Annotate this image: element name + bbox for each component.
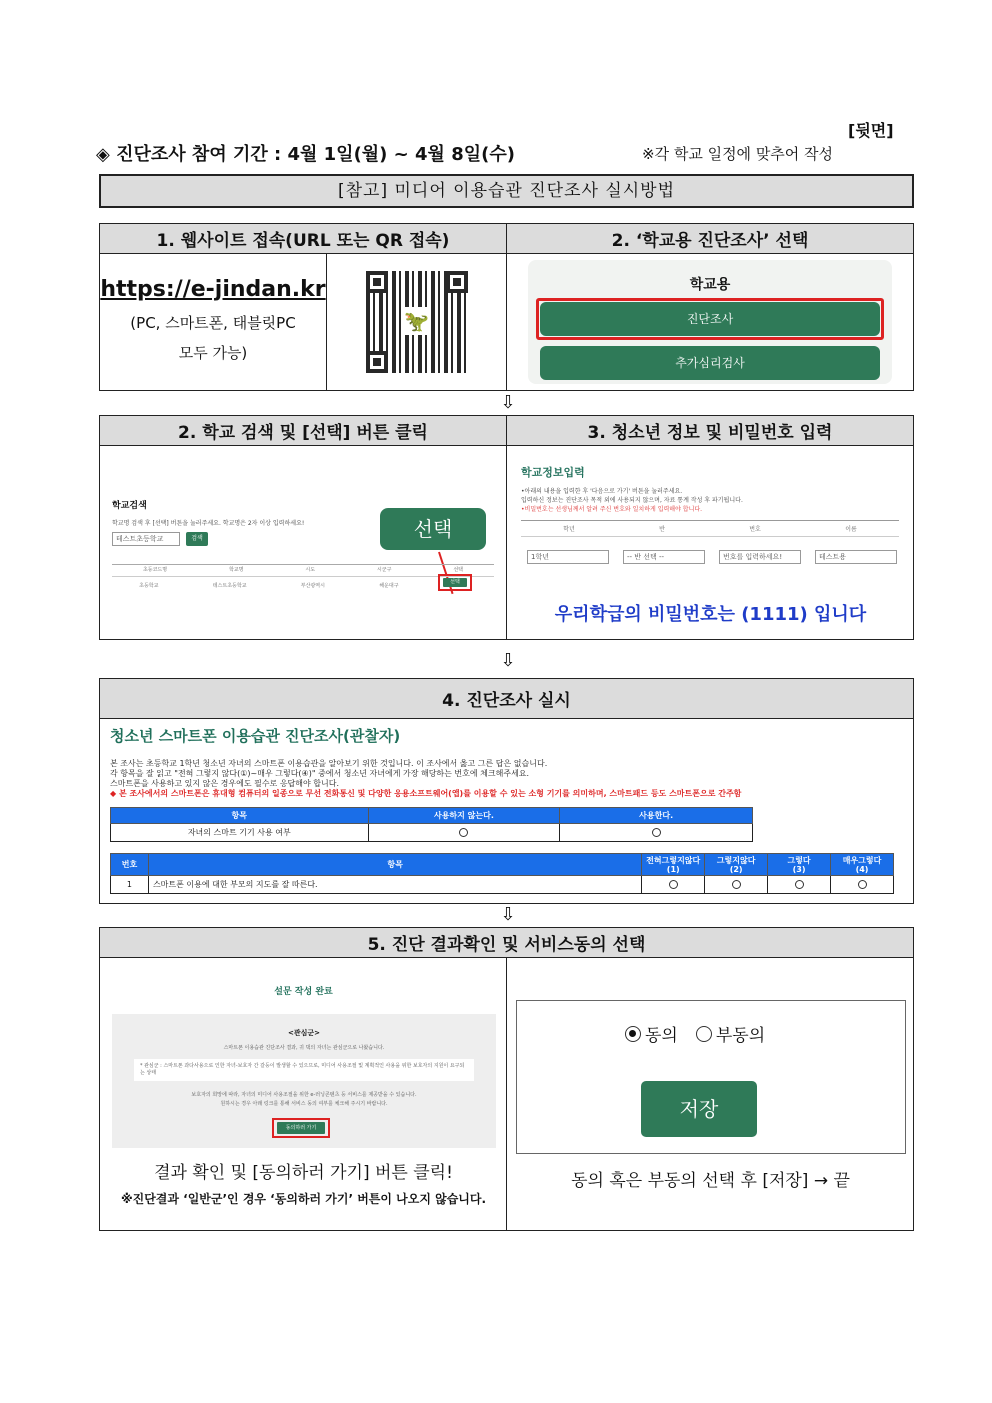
mock-search-button[interactable]: 검색 bbox=[186, 532, 208, 546]
mock-complete-title: 설문 작성 완료 bbox=[274, 987, 333, 998]
mock-result-line2: * 관심군 : 스마트폰 과다사용으로 인한 자녀-보호자 간 갈등이 발생할 수 있으므로, 미디어 사용조절 및 계획적인 사용을 위한 보호자의 지원이 요구되는 상태 bbox=[134, 1059, 474, 1081]
qr-cell bbox=[327, 254, 507, 391]
device-usage-item: 자녀의 스마트 기기 사용 여부 bbox=[111, 824, 369, 842]
radio-icon[interactable] bbox=[795, 880, 804, 889]
step1-header: 1. 웹사이트 접속(URL 또는 QR 접속) bbox=[100, 224, 507, 254]
panel-title: 학교용 bbox=[689, 277, 731, 294]
mock-info-line1: •아래의 내용을 입력한 후 '다음으로 가기' 버튼을 눌러주세요. bbox=[521, 488, 683, 496]
url-cell bbox=[100, 254, 327, 391]
mock-info-title: 학교정보입력 bbox=[521, 466, 585, 480]
consent-caption: 동의 혹은 부동의 선택 후 [저장] → 끝 bbox=[571, 1171, 850, 1192]
step-1-2-table bbox=[99, 223, 914, 391]
result-footnote: ※진단결과 ‘일반군’인 경우 ‘동의하러 가기’ 버튼이 나오지 않습니다. bbox=[120, 1192, 487, 1207]
step-5-table bbox=[99, 927, 914, 1231]
website-url[interactable]: https://e-jindan.kr bbox=[100, 276, 326, 302]
mock-table-row: 초등학교 테스트초등학교 부산광역시 해운대구 bbox=[139, 583, 399, 590]
radio-selected-icon[interactable] bbox=[625, 1026, 641, 1042]
survey-cell bbox=[100, 719, 914, 904]
student-info-cell bbox=[507, 446, 914, 640]
school-type-panel bbox=[528, 260, 892, 384]
mock-info-line3: •비밀번호는 선생님께서 알려 주신 번호와 일치하게 입력해야 합니다. bbox=[521, 506, 703, 514]
result-caption: 결과 확인 및 [동의하러 가기] 버튼 클릭! bbox=[154, 1163, 453, 1184]
down-arrow-icon: ⇩ bbox=[500, 392, 516, 413]
radio-icon[interactable] bbox=[669, 880, 678, 889]
step-2b-3-table bbox=[99, 415, 914, 640]
save-button[interactable]: 저장 bbox=[641, 1081, 757, 1137]
survey-intro: 본 조사는 초등학교 1학년 청소년 자녀의 스마트폰 이용습관을 알아보기 위한 것입니다. 이 조사에서 옳고 그른 답은 없습니다. 각 항목을 잘 읽고 "전혀 그렇지 않다(①)~매우 그렇다(④)" 중에서 청소년 자녀에게 가장 해당하는 번호에 체크해주세요. 스마트폰을 사용하고 있지 않은 경우에도 필수로 응답해야 합니다. ◆ 본 조사에서의 스마트폰은 휴대형 컴퓨터의 일종으로 무선 전화통신 및 다양한 응용소프트웨어(앱)를 이용할 수 있는 소형 기기를 의미하며, 스마트패드 등도 스마트폰으로 간주함 bbox=[110, 759, 742, 799]
qr-finder-icon bbox=[366, 351, 388, 373]
select-callout-button[interactable]: 선택 bbox=[380, 508, 486, 550]
step2a-header: 2. ‘학교용 진단조사’ 선택 bbox=[507, 224, 914, 254]
survey-period: ◈ 진단조사 참여 기간 : 4월 1일(월) ~ 4월 8일(수) bbox=[96, 144, 515, 165]
mock-table-divider bbox=[112, 576, 494, 577]
name-input[interactable]: 테스트용 bbox=[815, 550, 897, 564]
result-cell bbox=[100, 958, 507, 1231]
mock-result-line1: 스마트폰 이용습관 진단조사 결과, 귀 댁의 자녀는 관심군으로 나왔습니다. bbox=[223, 1045, 385, 1052]
mock-result-panel bbox=[112, 1014, 496, 1148]
step4-header: 4. 진단조사 실시 bbox=[100, 679, 914, 719]
password-note: 우리학급의 비밀번호는 (1111) 입니다 bbox=[554, 604, 867, 626]
mock-search-title: 학교검색 bbox=[112, 501, 147, 512]
school-search-cell bbox=[100, 446, 507, 640]
radio-icon[interactable] bbox=[732, 880, 741, 889]
page-side-label: [뒷면] bbox=[848, 121, 894, 140]
down-arrow-icon: ⇩ bbox=[500, 904, 516, 925]
mock-info-line2: 입력하신 정보는 진단조사 목적 외에 사용되지 않으며, 자료 통계 작성 후 파기됩니다. bbox=[521, 497, 743, 505]
consent-cell bbox=[507, 958, 914, 1231]
reference-banner: [참고] 미디어 이용습관 진단조사 실시방법 bbox=[99, 174, 914, 208]
mock-result-line4: 원하시는 경우 아래 링크를 통해 서비스 동의 여부를 체크해 주시기 바랍니다. bbox=[220, 1101, 388, 1108]
step-4-table bbox=[99, 678, 914, 904]
down-arrow-icon: ⇩ bbox=[500, 650, 516, 671]
radio-icon[interactable] bbox=[858, 880, 867, 889]
dinosaur-icon: 🦖 bbox=[404, 309, 429, 334]
mock-select-button[interactable]: 선택 bbox=[443, 578, 467, 587]
radio-icon[interactable] bbox=[696, 1026, 712, 1042]
device-note-line1: (PC, 스마트폰, 태블릿PC bbox=[130, 313, 296, 332]
mock-search-desc: 학교명 검색 후 [선택] 버튼을 눌러주세요. 학교명은 2자 이상 입력하세요! bbox=[112, 520, 305, 528]
consent-panel bbox=[516, 1000, 906, 1154]
agree-option[interactable] bbox=[625, 1021, 765, 1046]
grade-select[interactable]: 1학년 bbox=[527, 550, 609, 564]
step2b-header: 2. 학교 검색 및 [선택] 버튼 클릭 bbox=[100, 416, 507, 446]
agree-label: 동의 bbox=[645, 1026, 678, 1047]
number-input[interactable]: 번호를 입력하세요! bbox=[719, 550, 801, 564]
qr-finder-icon bbox=[366, 271, 388, 293]
device-note-line2: 모두 가능) bbox=[178, 343, 248, 362]
class-select[interactable]: -- 반 선택 -- bbox=[623, 550, 705, 564]
extra-test-button[interactable]: 추가심리검사 bbox=[540, 346, 880, 380]
period-note: ※각 학교 일정에 맞추어 작성 bbox=[642, 145, 834, 163]
survey-title: 청소년 스마트폰 이용습관 진단조사(관찰자) bbox=[110, 727, 401, 746]
step3-header: 3. 청소년 정보 및 비밀번호 입력 bbox=[507, 416, 914, 446]
question-text: 스마트폰 이용에 대한 부모의 지도를 잘 따른다. bbox=[148, 876, 641, 894]
disagree-label: 부동의 bbox=[715, 1026, 766, 1047]
survey-button[interactable]: 진단조사 bbox=[540, 302, 880, 336]
question-table: 번호 항목 전혀그렇지않다 (1) 그렇지않다 (2) 그렇다 (3) 매우그렇다 (4) 1 스마트폰 이용에 대한 부모의 지도를 잘 따른다. bbox=[110, 853, 894, 894]
mock-table-divider bbox=[112, 564, 494, 565]
qr-code-icon[interactable] bbox=[366, 271, 468, 373]
radio-icon[interactable] bbox=[652, 828, 661, 837]
mock-table-header: 초등코드명 학교명 시도 시군구 선택 bbox=[142, 567, 463, 574]
school-select-cell bbox=[507, 254, 914, 391]
mock-school-input[interactable]: 테스트초등학교 bbox=[112, 532, 180, 546]
device-usage-table: 항목 사용하지 않는다. 사용한다. 자녀의 스마트 기기 사용 여부 bbox=[110, 807, 753, 842]
mock-result-line3: 보호자의 희망에 따라, 자녀의 미디어 사용조절을 위한 e-러닝콘텐츠 등 서비스를 제공받을 수 있습니다. bbox=[191, 1092, 417, 1099]
mock-group-label: <관심군> bbox=[287, 1029, 321, 1038]
mock-info-header: 학년 반 번호 이름 bbox=[521, 520, 899, 537]
radio-icon[interactable] bbox=[459, 828, 468, 837]
step5-header: 5. 진단 결과확인 및 서비스동의 선택 bbox=[100, 928, 914, 958]
question-number: 1 bbox=[111, 876, 149, 894]
qr-finder-icon bbox=[446, 271, 468, 293]
mock-agree-link-button[interactable]: 동의하러 가기 bbox=[277, 1122, 325, 1134]
